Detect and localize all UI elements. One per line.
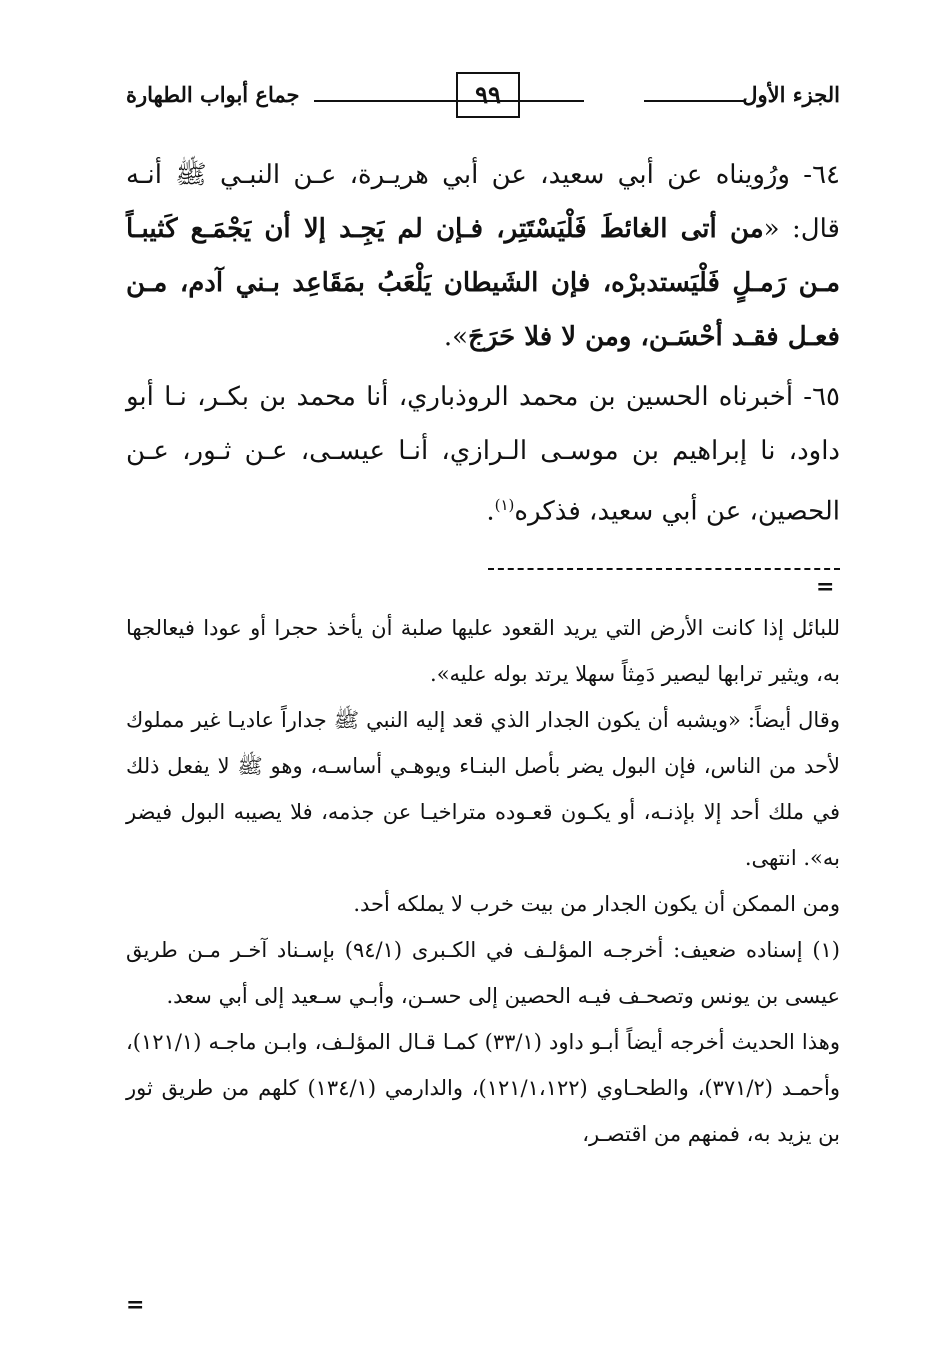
footnote-paragraph: وهذا الحديث أخرجه أيضاً أبـو داود (٣٣/١) كمـا قـال المؤلـف، وابـن ماجـه (١٢١/١)، وأحمـد (٣٧١/٢)، والطحـاوي (١٢١/١،١٢٢)، والدارمي (١٣٤/١) كلهم من طريق ثور بن يزيد به، فمنهم من اقتصـر، [126,1030,841,1146]
footnote-1: (١) إسناده ضعيف: أخرجـه المؤلـف في الكـبرى (٩٤/١) بإسـناد آخـر مـن طريق عيسى بن يونس وتصحـف فيـه الحصين إلى حسـن، وأبـي سـعيد إلى أبي سعد. [126,938,840,1008]
header-section: جماع أبواب الطهارة [126,82,300,107]
continuation-mark-bottom: = [126,1292,145,1318]
continuation-mark-top: = [816,574,835,600]
footnote-reference[interactable]: (١) [494,496,515,514]
page-number: ٩٩ [456,72,520,118]
hadith-65-end: . [486,496,495,527]
footnotes [126,605,840,1157]
header-rule-left [314,100,584,102]
header-rule-right [644,100,744,102]
footnote-paragraph: ومن الممكن أن يكون الجدار من بيت خرب لا يملكه أحد. [353,892,840,916]
hadith-64-quote: من أتى الغائطَ فَلْيَسْتَتِر، فـإن لم يَجِـد إلا أن يَجْمَـع كَثيبـاً مـن رَمـلٍ فَلْيَستدبرْه، فإن الشَيطان يَلْعَبُ بمَقَاعِد بـني آدم، مـن فعـل فقـد أحْسَـن، ومن لا فلا حَرَجَ [126,214,840,352]
hadith-64-intro: ٦٤- ورُويناه عن أبي سعيد، عن أبي هريـرة، عـن النبـي ﷺ أنـه قال: « [126,160,840,244]
hadith-65 [126,370,840,539]
footnote-paragraph: وقال أيضاً: «ويشبه أن يكون الجدار الذي قعد إليه النبي ﷺ جداراً عاديـا غير مملوك لأحد من الناس، فإن البول يضر بأصل البنـاء ويوهـي أساسـه، وهو ﷺ لا يفعل ذلك في ملك أحد إلا بإذنـه، أو يكـون قعـوده متراخيـا عن جذمه، فلا يصيبه البول فيضر به». انتهى. [126,708,840,870]
hadith-65-text: ٦٥- أخبرناه الحسين بن محمد الروذباري، أنا محمد بن بكـر، نـا أبو داود، نا إبراهيم بن موسـى الـرازي، أنـا عيسـى، عـن ثـور، عـن الحصين، عن أبي سعيد، فذكره [126,382,841,527]
hadith-64-close: ». [443,322,469,352]
main-text [126,148,840,545]
header-volume: الجزء الأول [742,82,840,107]
footnote-separator [488,568,840,570]
footnote-paragraph: للبائل إذا كانت الأرض التي يريد القعود عليها صلبة أن يأخذ حجرا أو عودا فيعالجها به، ويثير ترابها ليصير دَمِثاً سهلا يرتد بوله عليه». [126,616,840,686]
running-header [126,68,840,122]
hadith-64 [126,148,840,364]
